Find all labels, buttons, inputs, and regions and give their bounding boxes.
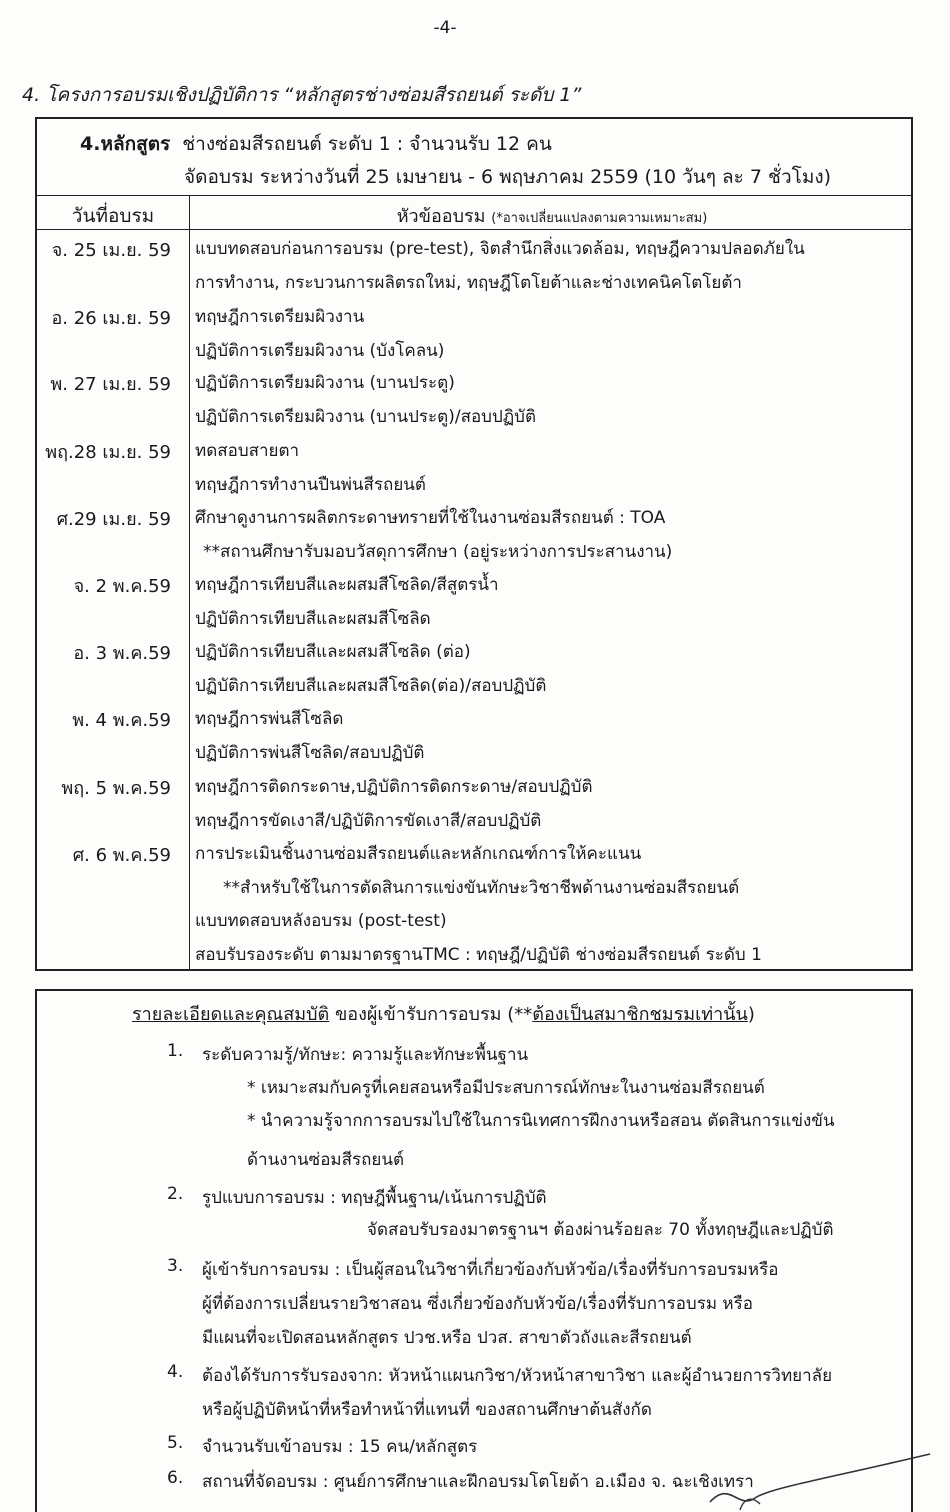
column-header-topic-label: หัวข้ออบรม bbox=[396, 206, 486, 227]
schedule-table bbox=[35, 117, 913, 971]
qualification-line: จำนวนรับเข้าอบรม : 15 คน/หลักสูตร bbox=[202, 1437, 478, 1457]
schedule-topic-line: ทดสอบสายตา bbox=[195, 441, 300, 461]
schedule-topic-line: ทฤษฎีการเตรียมผิวงาน bbox=[195, 307, 365, 327]
schedule-topic-line: ปฏิบัติการเทียบสีและผสมสีโซลิด bbox=[195, 608, 431, 629]
schedule-topic-line: ทฤษฎีการทำงานปืนพ่นสีรถยนต์ bbox=[195, 474, 426, 495]
course-label: 4.หลักสูตร bbox=[80, 133, 171, 155]
qualification-line: ด้านงานซ่อมสีรถยนต์ bbox=[247, 1150, 405, 1170]
qualifications-title-members-only: ต้องเป็นสมาชิกชมรมเท่านั้น bbox=[532, 1004, 748, 1025]
schedule-date: อ. 3 พ.ค.59 bbox=[73, 643, 171, 664]
schedule-topic-line: แบบทดสอบก่อนการอบรม (pre-test), จิตสำนึกสิ่งแวดล้อม, ทฤษฎีความปลอดภัยใน bbox=[195, 239, 805, 259]
schedule-topic-line: การประเมินชิ้นงานซ่อมสีรถยนต์และหลักเกณฑ์การให้คะแนน bbox=[195, 844, 642, 864]
qualifications-title-mid: ของผู้เข้ารับการอบรม ( bbox=[329, 1004, 515, 1025]
qualification-line: ต้องได้รับการรับรองจาก: หัวหน้าแผนกวิชา/หัวหน้าสาขาวิชา และผู้อำนวยการวิทยาลัย bbox=[202, 1366, 833, 1386]
schedule-topic-line: ทฤษฎีการขัดเงาสี/ปฏิบัติการขัดเงาสี/สอบปฏิบัติ bbox=[195, 810, 542, 831]
section-heading: 4. โครงการอบรมเชิงปฏิบัติการ “หลักสูตรช่างซ่อมสีรถยนต์ ระดับ 1” bbox=[22, 84, 582, 106]
schedule-topic-line: สอบรับรองระดับ ตามมาตรฐานTMC : ทฤษฎี/ปฏิบัติ ช่างซ่อมสีรถยนต์ ระดับ 1 bbox=[195, 944, 762, 965]
schedule-date: จ. 25 เม.ย. 59 bbox=[51, 240, 171, 261]
signature-mark bbox=[700, 1440, 940, 1512]
qualification-line: หรือผู้ปฏิบัติหน้าที่หรือทำหน้าที่แทนที่ ของสถานศึกษาต้นสังกัด bbox=[202, 1400, 652, 1420]
schedule-date: จ. 2 พ.ค.59 bbox=[73, 576, 171, 597]
schedule-topic-line: แบบทดสอบหลังอบรม (post-test) bbox=[195, 911, 447, 932]
qualifications-title-underlined: รายละเอียดและคุณสมบัติ bbox=[132, 1004, 330, 1025]
schedule-topic-line: ปฏิบัติการเตรียมผิวงาน (บานประตู)/สอบปฏิบัติ bbox=[195, 406, 536, 427]
schedule-date: พ. 27 เม.ย. 59 bbox=[50, 374, 171, 395]
qualification-line: * เหมาะสมกับครูที่เคยสอนหรือมีประสบการณ์ทักษะในงานซ่อมสีรถยนต์ bbox=[247, 1078, 765, 1098]
qualification-line: * นำความรู้จากการอบรมไปใช้ในการนิเทศการฝึกงานหรือสอน ตัดสินการแข่งขัน bbox=[247, 1111, 835, 1131]
schedule-date: ศ. 6 พ.ค.59 bbox=[72, 845, 171, 866]
qualification-number: 4. bbox=[167, 1362, 184, 1382]
qualifications-box bbox=[35, 989, 913, 1512]
schedule-topic-line: ปฏิบัติการเทียบสีและผสมสีโซลิด(ต่อ)/สอบปฏิบัติ bbox=[195, 675, 547, 696]
schedule-topic-line: ปฏิบัติการเทียบสีและผสมสีโซลิด (ต่อ) bbox=[195, 642, 471, 662]
qualification-line: ผู้ที่ต้องการเปลี่ยนรายวิชาสอน ซึ่งเกี่ยวข้องกับหัวข้อ/เรื่องที่รับการอบรม หรือ bbox=[202, 1294, 753, 1314]
schedule-topic-line: ศึกษาดูงานการผลิตกระดาษทรายที่ใช้ในงานซ่อมสีรถยนต์ : TOA bbox=[195, 508, 666, 528]
course-name: ช่างซ่อมสีรถยนต์ ระดับ 1 : จำนวนรับ 12 คน bbox=[182, 133, 552, 155]
qualification-line: ระดับความรู้/ทักษะ: ความรู้และทักษะพื้นฐาน bbox=[202, 1045, 529, 1065]
schedule-topic-line: ปฏิบัติการเตรียมผิวงาน (บังโคลน) bbox=[195, 340, 445, 361]
schedule-topic-line: ปฏิบัติการพ่นสีโซลิด/สอบปฏิบัติ bbox=[195, 742, 425, 763]
qualification-number: 3. bbox=[167, 1256, 184, 1276]
qualifications-title-end: ) bbox=[747, 1004, 755, 1025]
schedule-topic-line: การทำงาน, กระบวนการผลิตรถใหม่, ทฤษฎีโตโยต้าและช่างเทคนิคโตโยต้า bbox=[195, 272, 742, 293]
schedule-topic-line: **สำหรับใช้ในการตัดสินการแข่งขันทักษะวิชาชีพด้านงานซ่อมสีรถยนต์ bbox=[223, 877, 740, 898]
qualification-number: 6. bbox=[167, 1468, 184, 1488]
schedule-topic-line: ทฤษฎีการติดกระดาษ,ปฏิบัติการติดกระดาษ/สอบปฏิบัติ bbox=[195, 777, 593, 797]
course-period: จัดอบรม ระหว่างวันที่ 25 เมษายน - 6 พฤษภาคม 2559 (10 วันๆ ละ 7 ชั่วโมง) bbox=[184, 166, 832, 188]
schedule-date: อ. 26 เม.ย. 59 bbox=[51, 308, 171, 329]
schedule-topic-line: ทฤษฎีการพ่นสีโซลิด bbox=[195, 709, 344, 729]
column-header-row bbox=[37, 195, 911, 230]
page-number: -4- bbox=[433, 18, 457, 38]
course-title bbox=[80, 129, 552, 159]
qualifications-title bbox=[132, 999, 755, 1028]
column-header-day: วันที่อบรม bbox=[71, 205, 155, 227]
qualification-line: สถานที่จัดอบรม : ศูนย์การศึกษาและฝึกอบรมโตโยต้า อ.เมือง จ. ฉะเชิงเทรา bbox=[202, 1472, 754, 1492]
qualification-line: ผู้เข้ารับการอบรม : เป็นผู้สอนในวิชาที่เกี่ยวข้องกับหัวข้อ/เรื่องที่รับการอบรมหรือ bbox=[202, 1260, 779, 1280]
column-header-topic bbox=[189, 201, 915, 230]
qualification-number: 2. bbox=[167, 1184, 184, 1204]
qualifications-title-stars: ** bbox=[514, 1004, 533, 1025]
schedule-date: พฤ.28 เม.ย. 59 bbox=[45, 442, 171, 463]
course-header bbox=[37, 119, 911, 196]
schedule-date: ศ.29 เม.ย. 59 bbox=[56, 509, 171, 530]
qualification-line: มีแผนที่จะเปิดสอนหลักสูตร ปวช.หรือ ปวส. สาขาตัวถังและสีรถยนต์ bbox=[202, 1328, 692, 1348]
qualification-number: 1. bbox=[167, 1041, 184, 1061]
schedule-topic-line: ปฏิบัติการเตรียมผิวงาน (บานประตู) bbox=[195, 373, 455, 393]
qualification-line: จัดสอบรับรองมาตรฐานฯ ต้องผ่านร้อยละ 70 ทั้งทฤษฎีและปฏิบัติ bbox=[367, 1220, 834, 1240]
schedule-date: พฤ. 5 พ.ค.59 bbox=[61, 778, 171, 799]
qualification-number: 5. bbox=[167, 1433, 184, 1453]
qualification-line: รูปแบบการอบรม : ทฤษฎีพื้นฐาน/เน้นการปฏิบัติ bbox=[202, 1188, 547, 1208]
schedule-topic-line: ทฤษฎีการเทียบสีและผสมสีโซลิด/สีสูตรน้ำ bbox=[195, 575, 499, 595]
column-header-topic-note: (*อาจเปลี่ยนแปลงตามความเหมาะสม) bbox=[491, 211, 708, 226]
schedule-topic-line: **สถานศึกษารับมอบวัสดุการศึกษา (อยู่ระหว่างการประสานงาน) bbox=[203, 541, 673, 562]
column-divider bbox=[189, 195, 190, 969]
schedule-date: พ. 4 พ.ค.59 bbox=[72, 710, 171, 731]
